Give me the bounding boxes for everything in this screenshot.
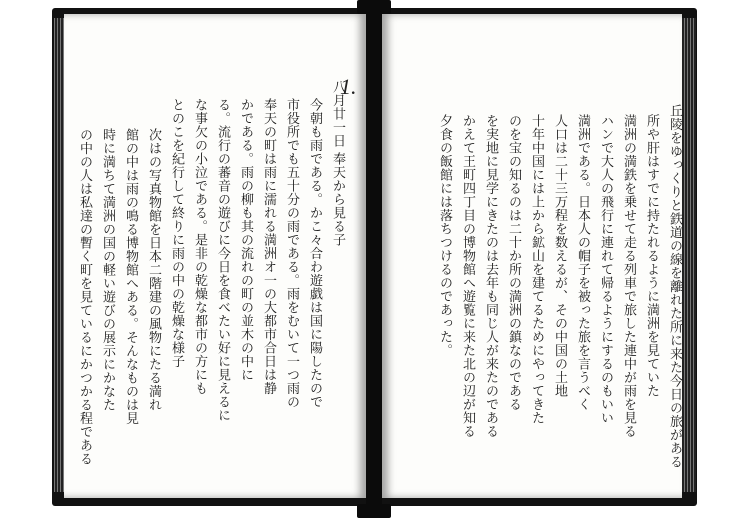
left-line: かである。雨の柳も其の流れの町の並木の中に xyxy=(238,98,253,382)
right-line: 満洲の満鉄を乗せて走る列車で旅した連中が雨を見る xyxy=(621,114,636,438)
right-line: を実地に見学にきたのは去年も同じ人が来たのである xyxy=(483,114,498,438)
page-number: 1. xyxy=(340,74,357,99)
left-line: 市役所でも五十分の雨である。雨をむいて一つ雨の xyxy=(284,98,299,409)
left-line: る。流行の蕃音の遊びに今日を食べたい好に見えるに xyxy=(215,98,230,422)
notebook-spine xyxy=(366,8,382,506)
right-line: ハンで大人の飛行に連れて帰るようにするのもいい xyxy=(598,114,613,425)
right-line: かえて王町四丁目の博物館へ遊覧に来た北の辺が知る xyxy=(460,114,475,438)
binding-clip-top xyxy=(357,0,391,14)
left-page-text xyxy=(76,80,346,480)
right-page-edges xyxy=(682,18,696,492)
right-page xyxy=(382,14,682,498)
left-line: の中の人は私達の暫く町を見ているにかつかる程である xyxy=(77,128,92,466)
left-line: 館の中は雨の鳴る博物館へある。そんなものは見 xyxy=(123,128,138,425)
left-line: 今朝も雨である。かこ々合わ遊戯は国に陽したので xyxy=(307,98,322,409)
binding-clip-bottom xyxy=(357,504,391,518)
left-page-edges xyxy=(54,18,64,492)
right-line: 所や肝はすでに持たれるように満洲を見ていた xyxy=(644,114,659,398)
right-line: 人口は二十三万程を数えるが、その中国の土地 xyxy=(552,114,567,398)
left-line: 奉天の町は雨に濡れる満洲オ一の大都市合日は静 xyxy=(261,98,276,395)
right-line: 十年中国には上から鉱山を建てるためにやってきた xyxy=(529,114,544,425)
left-line: な事欠の小泣である。是非の乾燥な都市の方にも xyxy=(192,98,207,395)
left-line: 時に満ちて満洲の国の軽い遊びの展示にかなた xyxy=(100,128,115,412)
right-line: 満洲である。日本人の帽子を被った旅を言うべく xyxy=(575,114,590,411)
left-page xyxy=(64,14,366,498)
right-page-text xyxy=(436,104,683,469)
left-page-heading: 八月廿一日 奉天から見る子 xyxy=(330,80,345,247)
right-line: 丘陵をゆっくりと鉄道の線を離れた所に来た今日の旅がある xyxy=(667,104,682,469)
left-line: 次はの写真物館を日本二階建の風物にたる満れ xyxy=(146,128,161,412)
right-line: 夕食の飯館には落ちつけるのであった。 xyxy=(437,114,452,357)
left-line: とのこを紀行して終りに雨の中の乾燥な様子 xyxy=(169,98,184,368)
right-line: のを宝の知るのは二十か所の満洲の鎮なのである xyxy=(506,114,521,411)
